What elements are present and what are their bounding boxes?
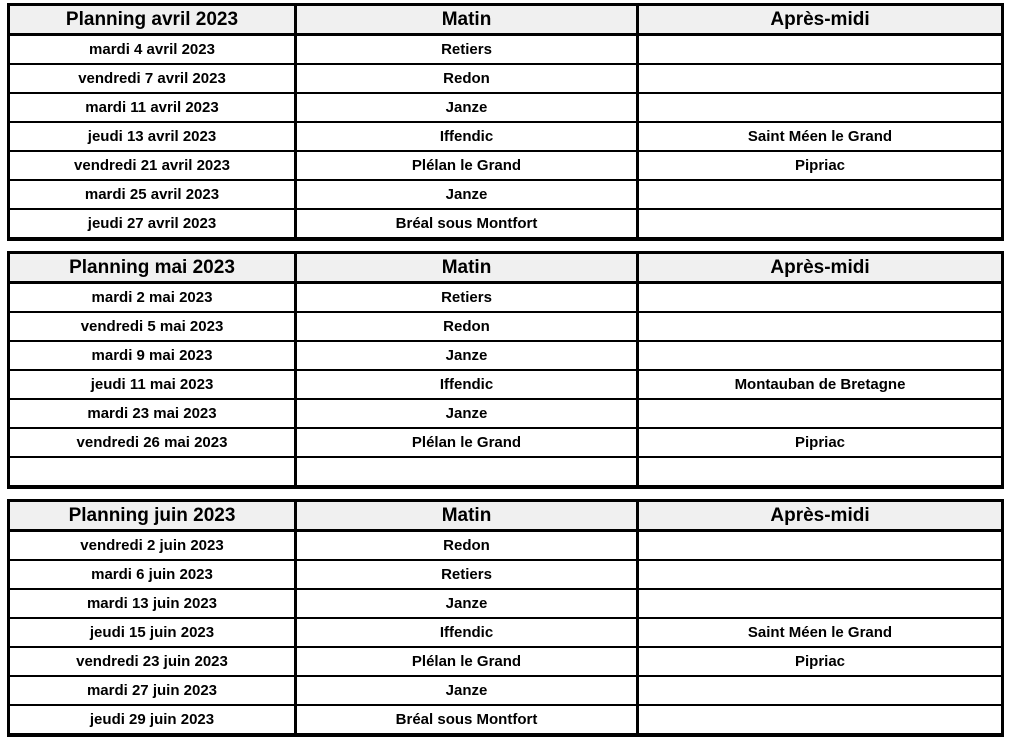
afternoon-header: Après-midi xyxy=(638,501,1003,531)
morning-cell: Redon xyxy=(296,531,638,561)
afternoon-cell xyxy=(638,35,1003,65)
table-row xyxy=(9,457,1003,487)
morning-header: Matin xyxy=(296,501,638,531)
morning-cell: Iffendic xyxy=(296,122,638,151)
table-row xyxy=(9,180,1003,209)
afternoon-cell xyxy=(638,180,1003,209)
date-cell: jeudi 15 juin 2023 xyxy=(9,618,296,647)
morning-cell: Iffendic xyxy=(296,618,638,647)
date-cell: vendredi 26 mai 2023 xyxy=(9,428,296,457)
morning-cell: Plélan le Grand xyxy=(296,647,638,676)
afternoon-cell: Pipriac xyxy=(638,151,1003,180)
planning-table-april xyxy=(7,3,1004,241)
morning-cell: Retiers xyxy=(296,35,638,65)
table-row xyxy=(9,370,1003,399)
table-row xyxy=(9,312,1003,341)
date-cell: jeudi 27 avril 2023 xyxy=(9,209,296,239)
morning-header: Matin xyxy=(296,5,638,35)
morning-cell: Janze xyxy=(296,399,638,428)
afternoon-cell: Saint Méen le Grand xyxy=(638,618,1003,647)
morning-cell: Janze xyxy=(296,589,638,618)
morning-cell: Plélan le Grand xyxy=(296,151,638,180)
afternoon-cell xyxy=(638,560,1003,589)
date-cell: vendredi 7 avril 2023 xyxy=(9,64,296,93)
table-header-row xyxy=(9,5,1003,35)
date-cell: jeudi 11 mai 2023 xyxy=(9,370,296,399)
table-row xyxy=(9,283,1003,313)
table-row xyxy=(9,151,1003,180)
table-row xyxy=(9,35,1003,65)
table-row xyxy=(9,341,1003,370)
morning-cell: Janze xyxy=(296,676,638,705)
morning-cell: Janze xyxy=(296,341,638,370)
table-row xyxy=(9,93,1003,122)
date-cell: jeudi 29 juin 2023 xyxy=(9,705,296,735)
table-title: Planning juin 2023 xyxy=(9,501,296,531)
afternoon-cell xyxy=(638,209,1003,239)
date-cell: vendredi 2 juin 2023 xyxy=(9,531,296,561)
date-cell: vendredi 23 juin 2023 xyxy=(9,647,296,676)
table-row xyxy=(9,618,1003,647)
planning-table-june xyxy=(7,499,1004,737)
morning-cell: Janze xyxy=(296,93,638,122)
date-cell: mardi 11 avril 2023 xyxy=(9,93,296,122)
table-title: Planning avril 2023 xyxy=(9,5,296,35)
date-cell: mardi 4 avril 2023 xyxy=(9,35,296,65)
table-row xyxy=(9,399,1003,428)
afternoon-cell xyxy=(638,341,1003,370)
afternoon-cell xyxy=(638,705,1003,735)
morning-cell: Retiers xyxy=(296,560,638,589)
morning-cell: Bréal sous Montfort xyxy=(296,209,638,239)
date-cell: mardi 9 mai 2023 xyxy=(9,341,296,370)
morning-cell: Janze xyxy=(296,180,638,209)
afternoon-cell: Montauban de Bretagne xyxy=(638,370,1003,399)
table-row xyxy=(9,428,1003,457)
morning-cell: Redon xyxy=(296,312,638,341)
table-row xyxy=(9,647,1003,676)
date-cell: mardi 13 juin 2023 xyxy=(9,589,296,618)
date-cell: mardi 2 mai 2023 xyxy=(9,283,296,313)
planning-table-may xyxy=(7,251,1004,489)
date-cell: mardi 6 juin 2023 xyxy=(9,560,296,589)
afternoon-cell: Pipriac xyxy=(638,647,1003,676)
afternoon-cell xyxy=(638,531,1003,561)
date-cell: vendredi 5 mai 2023 xyxy=(9,312,296,341)
morning-cell: Iffendic xyxy=(296,370,638,399)
table-row xyxy=(9,705,1003,735)
table-row xyxy=(9,560,1003,589)
date-cell: mardi 27 juin 2023 xyxy=(9,676,296,705)
afternoon-cell xyxy=(638,312,1003,341)
date-cell xyxy=(9,457,296,487)
table-row xyxy=(9,209,1003,239)
date-cell: mardi 23 mai 2023 xyxy=(9,399,296,428)
table-row xyxy=(9,531,1003,561)
date-cell: jeudi 13 avril 2023 xyxy=(9,122,296,151)
table-row xyxy=(9,589,1003,618)
table-title: Planning mai 2023 xyxy=(9,253,296,283)
date-cell: mardi 25 avril 2023 xyxy=(9,180,296,209)
afternoon-cell xyxy=(638,589,1003,618)
morning-cell: Retiers xyxy=(296,283,638,313)
afternoon-header: Après-midi xyxy=(638,5,1003,35)
morning-cell: Plélan le Grand xyxy=(296,428,638,457)
table-header-row xyxy=(9,501,1003,531)
afternoon-cell xyxy=(638,399,1003,428)
morning-cell: Bréal sous Montfort xyxy=(296,705,638,735)
table-row xyxy=(9,64,1003,93)
afternoon-cell: Pipriac xyxy=(638,428,1003,457)
afternoon-cell xyxy=(638,676,1003,705)
table-header-row xyxy=(9,253,1003,283)
afternoon-cell xyxy=(638,93,1003,122)
afternoon-cell xyxy=(638,457,1003,487)
morning-cell: Redon xyxy=(296,64,638,93)
morning-header: Matin xyxy=(296,253,638,283)
date-cell: vendredi 21 avril 2023 xyxy=(9,151,296,180)
morning-cell xyxy=(296,457,638,487)
afternoon-cell: Saint Méen le Grand xyxy=(638,122,1003,151)
table-row xyxy=(9,676,1003,705)
afternoon-cell xyxy=(638,64,1003,93)
afternoon-cell xyxy=(638,283,1003,313)
afternoon-header: Après-midi xyxy=(638,253,1003,283)
table-row xyxy=(9,122,1003,151)
